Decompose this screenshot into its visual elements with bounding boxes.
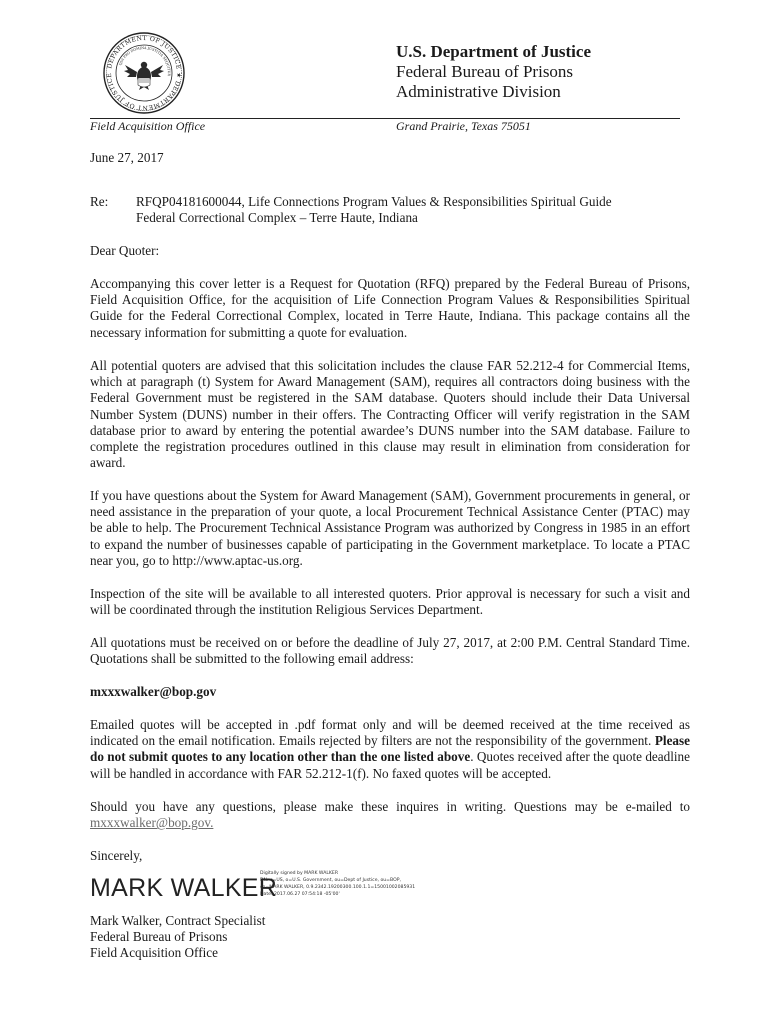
doj-seal-logo xyxy=(103,32,185,114)
re-subject-line2: Federal Correctional Complex – Terre Haute, Indiana xyxy=(136,210,418,226)
digital-signature[interactable] xyxy=(90,870,430,916)
signature-detail: cn=MARK WALKER, 0.9.2342.19200300.100.1.1=15001002085931 xyxy=(260,885,416,890)
signer-block xyxy=(90,913,265,961)
svg-text:QUI PRO DOMINA JUSTITIA SEQUIT: QUI PRO DOMINA JUSTITIA SEQUITUR xyxy=(118,45,172,77)
signer-bureau: Federal Bureau of Prisons xyxy=(90,929,228,944)
re-label: Re: xyxy=(90,194,109,209)
division-name: Administrative Division xyxy=(396,82,561,101)
email-rules-text-end: . Quotes received after the quote deadline will be handled in accordance with FAR 52.212-1(f). No faxed quotes will be accepted. xyxy=(90,749,691,781)
paragraph-intro: Accompanying this cover letter is a Request for Quotation (RFQ) prepared by the Federal Bureau of Prisons, Field Acquisition Office, for the acquisition of Life Connection Program Values & Responsibilities Spiritual Guide for the Federal Correctional Complex, located in Terre Haute, Indiana. This package contains all the necessary information for submitting a quote for evaluation. xyxy=(90,276,690,340)
paragraph-ptac: If you have questions about the System for Award Management (SAM), Government procurements in general, or need assistance in the preparation of your quote, a local Procurement Technical Assistance Center (PTAC) may be able to help. The Procurement Technical Assistance Program was authorized by Congress in 1985 in an effort to expand the number of businesses capable of participating in the Government marketplace. To locate a PTAC near you, go to http://www.aptac-us.org. xyxy=(90,488,690,568)
signature-name: MARK WALKER xyxy=(90,874,278,902)
signature-details xyxy=(260,870,435,898)
signer-office: Field Acquisition Office xyxy=(90,945,218,960)
questions-email-link[interactable]: mxxxwalker@bop.gov. xyxy=(90,815,214,831)
bureau-name: Federal Bureau of Prisons xyxy=(396,62,574,81)
paragraph-deadline: All quotations must be received on or before the deadline of July 27, 2017, at 2:00 P.M. Central Standard Time. Quotations shall be submitted to the following email address: xyxy=(90,635,690,667)
department-name: U.S. Department of Justice xyxy=(396,42,591,61)
salutation: Dear Quoter: xyxy=(90,243,160,258)
office-location: Grand Prairie, Texas 75051 xyxy=(396,119,531,133)
signature-detail: Date: 2017.06.27 07:54:18 -05'00' xyxy=(260,892,340,897)
paragraph-questions xyxy=(90,799,690,831)
signature-detail: Digitally signed by MARK WALKER xyxy=(260,871,339,876)
paragraph-inspection: Inspection of the site will be available to all interested quoters. Prior approval is necessary for such a visit and will be coordinated through the institution Religious Services Department. xyxy=(90,586,690,618)
paragraph-email-rules xyxy=(90,717,690,782)
office-name: Field Acquisition Office xyxy=(90,119,206,133)
letterhead xyxy=(396,41,591,102)
svg-text:DEPARTMENT OF JUSTICE ★ DEPART: DEPARTMENT OF JUSTICE ★ DEPARTMENT OF JUSTICE xyxy=(105,34,183,112)
signature-detail: DN: c=US, o=U.S. Government, ou=Dept of Justice, ou=BOP, xyxy=(260,878,401,883)
re-subject-line1: RFQP04181600044, Life Connections Program Values & Responsibilities Spiritual Guide xyxy=(136,194,612,209)
submission-email: mxxxwalker@bop.gov xyxy=(90,684,217,699)
email-rules-text: Emailed quotes will be accepted in .pdf format only and will be deemed received at the time received as indicated on the email notification. Emails rejected by filters are not the responsibility of the government. xyxy=(90,717,690,749)
email-rules-warning: Please do not submit quotes to any location other than the one listed above xyxy=(90,733,690,765)
paragraph-sam: All potential quoters are advised that this solicitation includes the clause FAR 52.212-4 for Commercial Items, which at paragraph (t) System for Award Management (SAM), requires all contractors doing business with the Federal Government must be registered in the SAM database. Quoters should include their Data Universal Number System (DUNS) number in their offers. The Contracting Officer will verify registration in the SAM database prior to award by entering the potential awardee’s DUNS number into the SAM database. Failure to complete the registration procedures outlined in this clause may result in elimination from consideration for award. xyxy=(90,358,690,471)
closing-sincerely: Sincerely, xyxy=(90,848,143,863)
letter-date: June 27, 2017 xyxy=(90,150,164,165)
signer-title: Mark Walker, Contract Specialist xyxy=(90,913,266,928)
questions-text: Should you have any questions, please make these inquires in writing. Questions may be e-mailed to xyxy=(90,799,690,814)
re-subject xyxy=(136,194,612,226)
